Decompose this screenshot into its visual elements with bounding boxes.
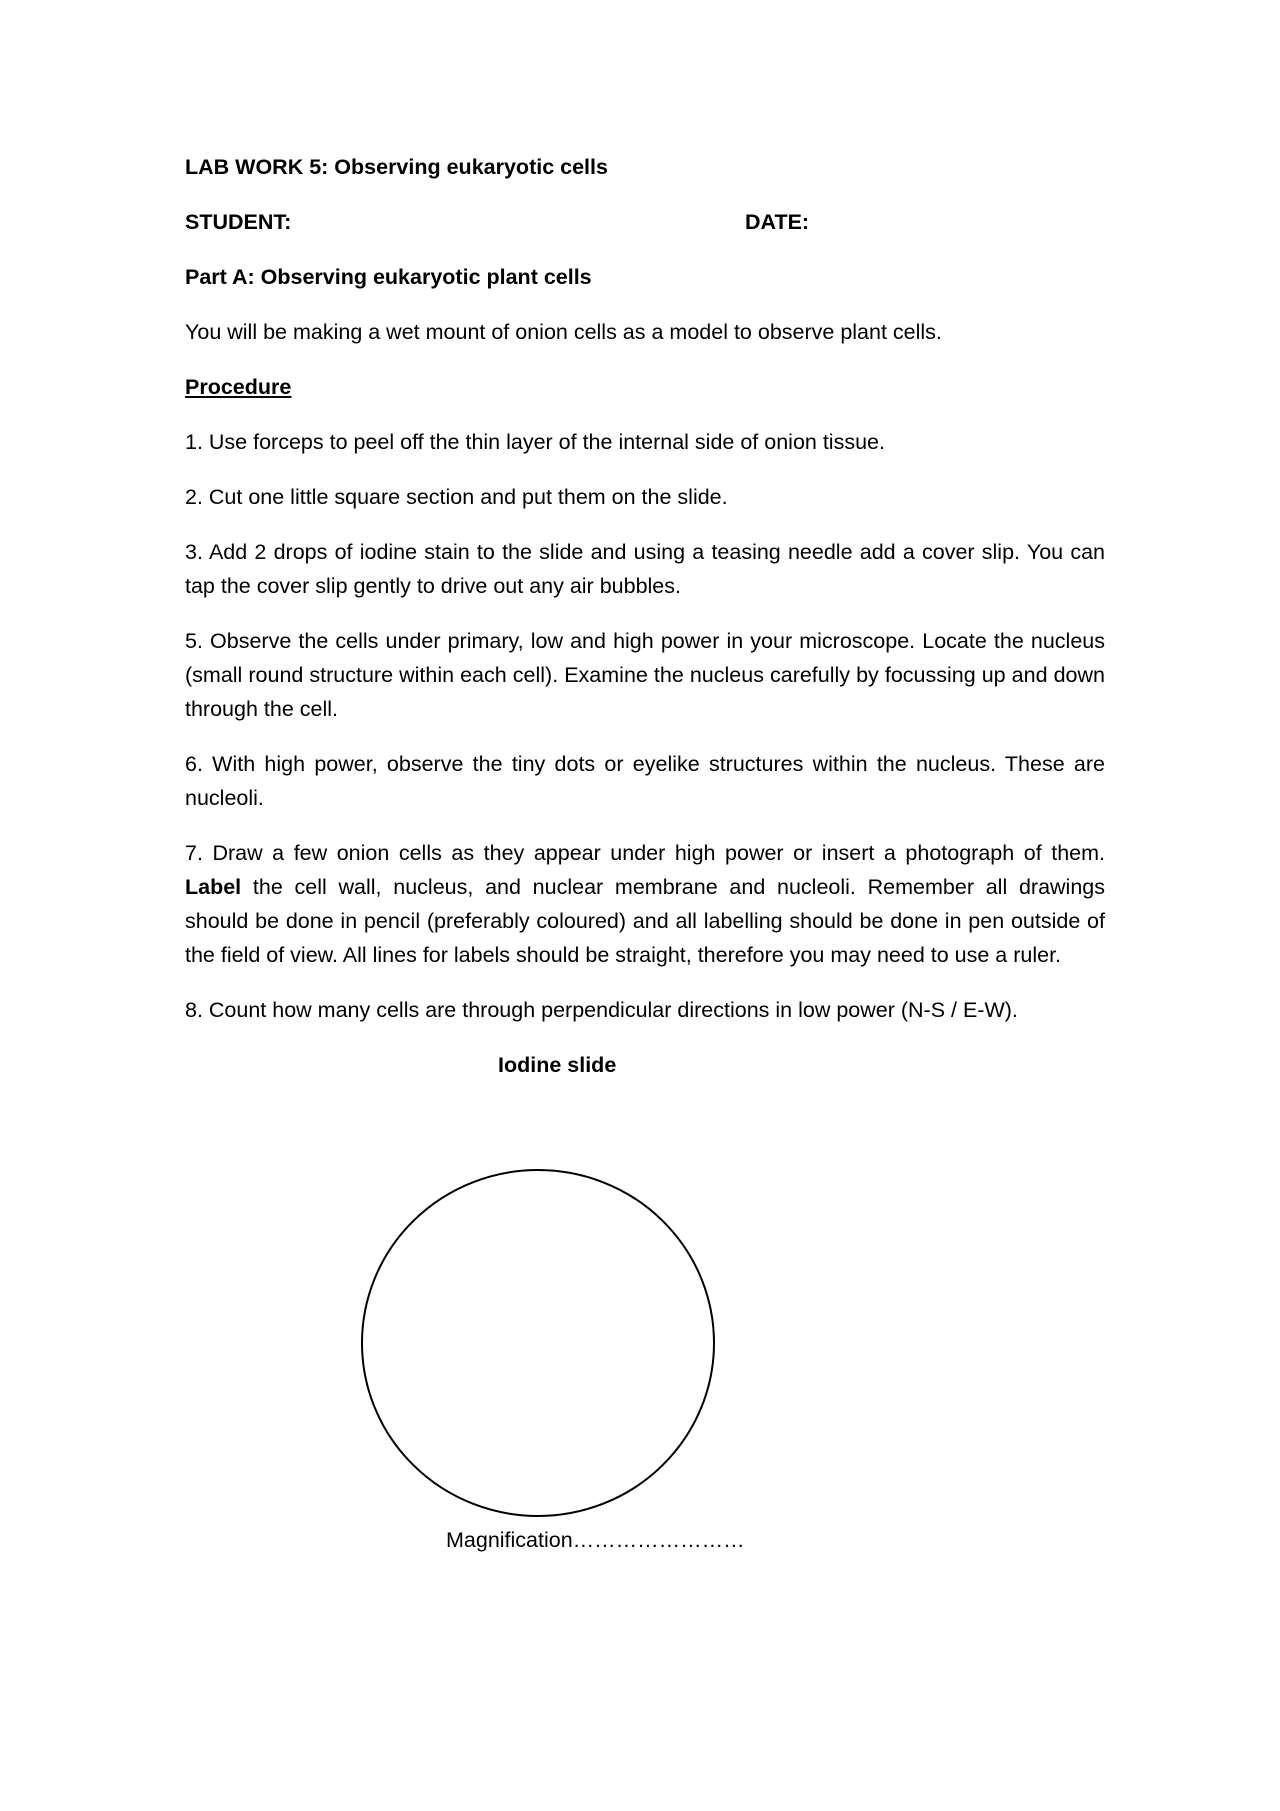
document-body [185,150,1105,1082]
step-2: 2. Cut one little square section and put them on the slide. [185,485,728,509]
student-date-line [185,205,1105,239]
field-of-view-circle[interactable] [360,1168,716,1518]
step-1: 1. Use forceps to peel off the thin layer of the internal side of onion tissue. [185,430,885,454]
procedure-heading: Procedure [185,375,292,399]
step-6: 6. With high power, observe the tiny dots or eyelike structures within the nucleus. These are nucleoli. [185,752,1105,810]
page-title: LAB WORK 5: Observing eukaryotic cells [185,155,608,179]
field-of-view-outline [362,1170,714,1516]
step-3: 3. Add 2 drops of iodine stain to the slide and using a teasing needle add a cover slip. You can tap the cover slip gently to drive out any air bubbles. [185,540,1105,598]
step-8: 8. Count how many cells are through perpendicular directions in low power (N-S / E-W). [185,998,1018,1022]
step-7-prefix: 7. Draw a few onion cells as they appear under high power or insert a photograph of them. [185,841,1105,865]
student-label: STUDENT: [185,210,292,234]
step-7-label-word: Label [185,875,242,899]
step-7-rest: the cell wall, nucleus, and nuclear membrane and nucleoli. Remember all drawings should be done in pencil (preferably coloured) and all labelling should be done in pen outside of the field of view. All lines for labels should be straight, therefore you may need to use a ruler. [185,875,1105,967]
magnification-label: Magnification…………………… [446,1528,745,1552]
step-5: 5. Observe the cells under primary, low and high power in your microscope. Locate the nucleus (small round structure within each cell). Examine the nucleus carefully by focussing up and down through the cell. [185,629,1105,721]
step-7 [185,836,1105,972]
iodine-slide-heading: Iodine slide [498,1053,617,1077]
field-of-view-svg [360,1168,716,1518]
intro-text: You will be making a wet mount of onion cells as a model to observe plant cells. [185,320,942,344]
part-a-heading: Part A: Observing eukaryotic plant cells [185,265,592,289]
date-label: DATE: [745,210,810,234]
